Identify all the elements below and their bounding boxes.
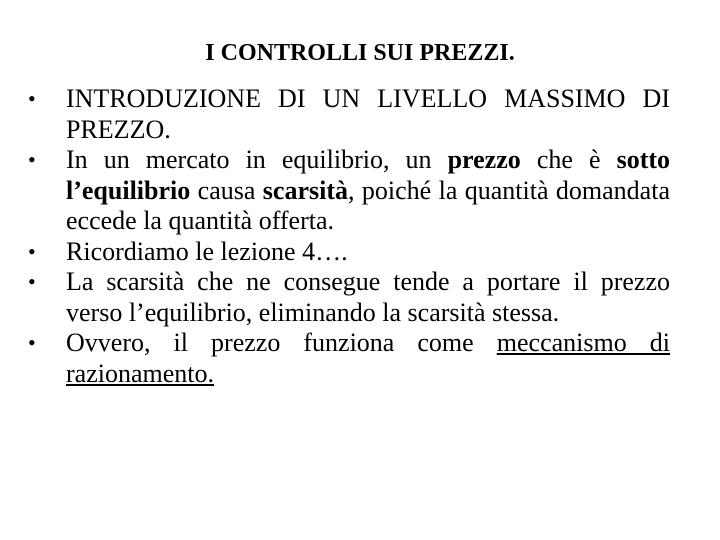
bullet-icon: • [28, 86, 36, 111]
bullet-item [28, 237, 670, 268]
bullet-text-part: causa [190, 175, 263, 205]
bullet-text-part: che è [520, 145, 617, 174]
bullet-text: Ricordiamo le lezione 4…. [66, 236, 348, 266]
bullet-icon: • [28, 330, 36, 355]
bullet-text: La scarsità che ne consegue tende a portare il prezzo verso l’equilibrio, eliminando la scarsità stessa. [66, 267, 670, 327]
bold-term-scarsita: scarsità [262, 175, 348, 205]
slide-title: I CONTROLLI SUI PREZZI. [205, 40, 515, 66]
bullet-icon: • [28, 238, 36, 264]
bullet-item [28, 267, 670, 328]
bold-term-sotto-equilibrio: sotto l’equilibrio [66, 145, 671, 205]
bullet-item [28, 145, 670, 237]
bullet-icon: • [28, 147, 36, 172]
bullet-item [28, 328, 670, 389]
underlined-term-meccanismo: meccanismo di razionamento. [66, 328, 670, 388]
bullet-icon: • [28, 269, 36, 294]
bullet-text-part: , poiché la quantità domandata eccede la quantità offerta. [66, 175, 670, 235]
bold-term-prezzo: prezzo [447, 145, 521, 174]
bullet-text: INTRODUZIONE DI UN LIVELLO MASSIMO DI PREZZO. [66, 84, 670, 144]
bullet-text-part: Ovvero, il prezzo funziona come [66, 328, 497, 357]
bullet-item [28, 84, 670, 145]
bullet-text-part: In un mercato in equilibrio, un [66, 145, 448, 174]
bullet-list [28, 84, 670, 389]
